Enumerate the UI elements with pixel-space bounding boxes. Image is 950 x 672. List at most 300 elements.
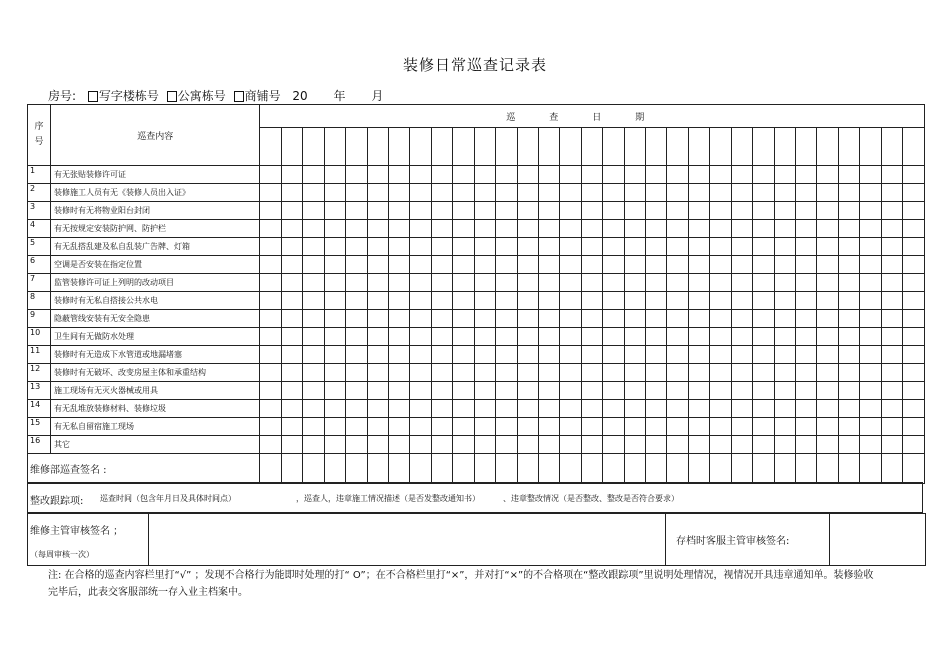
date-header-cell[interactable]: [560, 128, 581, 166]
date-header-cell[interactable]: [496, 128, 517, 166]
check-cell[interactable]: [624, 382, 645, 400]
check-cell[interactable]: [624, 184, 645, 202]
date-header-cell[interactable]: [903, 128, 925, 166]
check-cell[interactable]: [624, 400, 645, 418]
check-cell[interactable]: [838, 364, 859, 382]
check-cell[interactable]: [817, 292, 838, 310]
check-cell[interactable]: [710, 436, 731, 454]
check-cell[interactable]: [581, 238, 602, 256]
check-cell[interactable]: [538, 256, 559, 274]
check-cell[interactable]: [903, 346, 925, 364]
check-cell[interactable]: [346, 328, 367, 346]
check-cell[interactable]: [581, 382, 602, 400]
check-cell[interactable]: [410, 310, 431, 328]
check-cell[interactable]: [388, 436, 409, 454]
check-cell[interactable]: [688, 202, 709, 220]
check-cell[interactable]: [667, 310, 688, 328]
check-cell[interactable]: [281, 328, 302, 346]
check-cell[interactable]: [303, 364, 324, 382]
check-cell[interactable]: [774, 436, 795, 454]
check-cell[interactable]: [667, 292, 688, 310]
check-cell[interactable]: [367, 166, 388, 184]
check-cell[interactable]: [496, 418, 517, 436]
date-header-cell[interactable]: [753, 128, 774, 166]
check-cell[interactable]: [688, 436, 709, 454]
check-cell[interactable]: [324, 400, 345, 418]
check-cell[interactable]: [624, 202, 645, 220]
check-cell[interactable]: [903, 400, 925, 418]
check-cell[interactable]: [581, 184, 602, 202]
check-cell[interactable]: [710, 184, 731, 202]
check-cell[interactable]: [731, 220, 752, 238]
date-header-cell[interactable]: [624, 128, 645, 166]
check-cell[interactable]: [753, 292, 774, 310]
signature-cell[interactable]: [603, 454, 624, 484]
check-cell[interactable]: [881, 220, 902, 238]
signature-cell[interactable]: [560, 454, 581, 484]
check-cell[interactable]: [367, 292, 388, 310]
check-cell[interactable]: [324, 364, 345, 382]
check-cell[interactable]: [688, 418, 709, 436]
check-cell[interactable]: [431, 220, 452, 238]
check-cell[interactable]: [453, 166, 474, 184]
check-cell[interactable]: [903, 220, 925, 238]
check-cell[interactable]: [731, 202, 752, 220]
check-cell[interactable]: [517, 202, 538, 220]
date-header-cell[interactable]: [603, 128, 624, 166]
date-header-cell[interactable]: [838, 128, 859, 166]
check-cell[interactable]: [667, 436, 688, 454]
check-cell[interactable]: [838, 418, 859, 436]
check-cell[interactable]: [860, 202, 881, 220]
check-cell[interactable]: [281, 382, 302, 400]
signature-cell[interactable]: [431, 454, 452, 484]
check-cell[interactable]: [688, 400, 709, 418]
check-cell[interactable]: [881, 292, 902, 310]
check-cell[interactable]: [667, 274, 688, 292]
check-cell[interactable]: [603, 400, 624, 418]
check-cell[interactable]: [774, 310, 795, 328]
check-cell[interactable]: [881, 346, 902, 364]
check-cell[interactable]: [688, 292, 709, 310]
check-cell[interactable]: [388, 328, 409, 346]
check-cell[interactable]: [260, 400, 281, 418]
check-cell[interactable]: [474, 292, 495, 310]
check-cell[interactable]: [860, 184, 881, 202]
check-cell[interactable]: [260, 364, 281, 382]
check-cell[interactable]: [496, 364, 517, 382]
check-cell[interactable]: [453, 328, 474, 346]
check-cell[interactable]: [860, 328, 881, 346]
check-cell[interactable]: [731, 364, 752, 382]
check-cell[interactable]: [324, 256, 345, 274]
check-cell[interactable]: [517, 310, 538, 328]
check-cell[interactable]: [281, 184, 302, 202]
check-cell[interactable]: [774, 166, 795, 184]
signature-cell[interactable]: [517, 454, 538, 484]
check-cell[interactable]: [517, 184, 538, 202]
check-cell[interactable]: [731, 328, 752, 346]
check-cell[interactable]: [496, 202, 517, 220]
check-cell[interactable]: [710, 202, 731, 220]
check-cell[interactable]: [838, 166, 859, 184]
check-cell[interactable]: [688, 274, 709, 292]
check-cell[interactable]: [560, 418, 581, 436]
check-cell[interactable]: [667, 166, 688, 184]
check-cell[interactable]: [881, 274, 902, 292]
check-cell[interactable]: [688, 310, 709, 328]
check-cell[interactable]: [496, 274, 517, 292]
check-cell[interactable]: [324, 418, 345, 436]
check-cell[interactable]: [860, 310, 881, 328]
check-cell[interactable]: [838, 184, 859, 202]
check-cell[interactable]: [710, 220, 731, 238]
check-cell[interactable]: [474, 382, 495, 400]
check-cell[interactable]: [281, 400, 302, 418]
date-header-cell[interactable]: [431, 128, 452, 166]
check-cell[interactable]: [474, 256, 495, 274]
check-cell[interactable]: [688, 364, 709, 382]
check-cell[interactable]: [753, 238, 774, 256]
check-cell[interactable]: [881, 364, 902, 382]
signature-cell[interactable]: [881, 454, 902, 484]
check-cell[interactable]: [431, 400, 452, 418]
check-cell[interactable]: [753, 400, 774, 418]
check-cell[interactable]: [903, 364, 925, 382]
check-cell[interactable]: [346, 166, 367, 184]
check-cell[interactable]: [795, 328, 816, 346]
signature-cell[interactable]: [688, 454, 709, 484]
check-cell[interactable]: [367, 364, 388, 382]
check-cell[interactable]: [303, 346, 324, 364]
check-cell[interactable]: [303, 382, 324, 400]
check-cell[interactable]: [281, 166, 302, 184]
check-cell[interactable]: [688, 238, 709, 256]
check-cell[interactable]: [731, 436, 752, 454]
check-cell[interactable]: [538, 328, 559, 346]
date-header-cell[interactable]: [303, 128, 324, 166]
date-header-cell[interactable]: [517, 128, 538, 166]
check-cell[interactable]: [538, 202, 559, 220]
check-cell[interactable]: [538, 238, 559, 256]
date-header-cell[interactable]: [774, 128, 795, 166]
check-cell[interactable]: [710, 346, 731, 364]
check-cell[interactable]: [260, 436, 281, 454]
check-cell[interactable]: [860, 274, 881, 292]
check-cell[interactable]: [838, 328, 859, 346]
check-cell[interactable]: [795, 418, 816, 436]
check-cell[interactable]: [517, 346, 538, 364]
check-cell[interactable]: [667, 382, 688, 400]
check-cell[interactable]: [474, 400, 495, 418]
check-cell[interactable]: [795, 436, 816, 454]
check-cell[interactable]: [581, 256, 602, 274]
check-cell[interactable]: [410, 328, 431, 346]
check-cell[interactable]: [303, 274, 324, 292]
check-cell[interactable]: [367, 274, 388, 292]
check-cell[interactable]: [710, 166, 731, 184]
check-cell[interactable]: [581, 166, 602, 184]
check-cell[interactable]: [774, 418, 795, 436]
check-cell[interactable]: [324, 166, 345, 184]
check-cell[interactable]: [667, 256, 688, 274]
check-cell[interactable]: [795, 220, 816, 238]
check-cell[interactable]: [581, 436, 602, 454]
check-cell[interactable]: [453, 184, 474, 202]
check-cell[interactable]: [517, 292, 538, 310]
check-cell[interactable]: [603, 256, 624, 274]
check-cell[interactable]: [795, 256, 816, 274]
check-cell[interactable]: [795, 382, 816, 400]
check-cell[interactable]: [496, 292, 517, 310]
check-cell[interactable]: [667, 328, 688, 346]
check-cell[interactable]: [517, 256, 538, 274]
check-cell[interactable]: [903, 256, 925, 274]
date-header-cell[interactable]: [731, 128, 752, 166]
check-cell[interactable]: [646, 310, 667, 328]
date-header-cell[interactable]: [688, 128, 709, 166]
check-cell[interactable]: [474, 184, 495, 202]
check-cell[interactable]: [517, 400, 538, 418]
check-cell[interactable]: [560, 382, 581, 400]
check-cell[interactable]: [303, 400, 324, 418]
check-cell[interactable]: [688, 382, 709, 400]
check-cell[interactable]: [710, 364, 731, 382]
check-cell[interactable]: [517, 436, 538, 454]
check-cell[interactable]: [410, 256, 431, 274]
check-cell[interactable]: [560, 256, 581, 274]
check-cell[interactable]: [903, 292, 925, 310]
date-header-cell[interactable]: [881, 128, 902, 166]
check-cell[interactable]: [281, 220, 302, 238]
check-cell[interactable]: [303, 202, 324, 220]
date-header-cell[interactable]: [817, 128, 838, 166]
signature-cell[interactable]: [346, 454, 367, 484]
check-cell[interactable]: [753, 202, 774, 220]
signature-cell[interactable]: [453, 454, 474, 484]
check-cell[interactable]: [795, 400, 816, 418]
check-cell[interactable]: [581, 292, 602, 310]
check-cell[interactable]: [753, 184, 774, 202]
check-cell[interactable]: [603, 202, 624, 220]
check-cell[interactable]: [838, 220, 859, 238]
check-cell[interactable]: [774, 292, 795, 310]
check-cell[interactable]: [346, 346, 367, 364]
check-cell[interactable]: [753, 382, 774, 400]
check-cell[interactable]: [303, 166, 324, 184]
signature-cell[interactable]: [753, 454, 774, 484]
check-cell[interactable]: [388, 346, 409, 364]
check-cell[interactable]: [624, 436, 645, 454]
check-cell[interactable]: [324, 382, 345, 400]
check-cell[interactable]: [903, 328, 925, 346]
check-cell[interactable]: [538, 310, 559, 328]
check-cell[interactable]: [453, 202, 474, 220]
check-cell[interactable]: [624, 292, 645, 310]
check-cell[interactable]: [667, 418, 688, 436]
check-cell[interactable]: [881, 256, 902, 274]
check-cell[interactable]: [774, 400, 795, 418]
check-cell[interactable]: [624, 274, 645, 292]
check-cell[interactable]: [346, 400, 367, 418]
check-cell[interactable]: [324, 292, 345, 310]
check-cell[interactable]: [496, 436, 517, 454]
check-cell[interactable]: [538, 184, 559, 202]
check-cell[interactable]: [560, 328, 581, 346]
check-cell[interactable]: [260, 256, 281, 274]
check-cell[interactable]: [603, 274, 624, 292]
check-cell[interactable]: [538, 364, 559, 382]
check-cell[interactable]: [881, 202, 902, 220]
check-cell[interactable]: [260, 184, 281, 202]
check-cell[interactable]: [774, 238, 795, 256]
check-cell[interactable]: [517, 418, 538, 436]
check-cell[interactable]: [753, 418, 774, 436]
check-cell[interactable]: [624, 310, 645, 328]
check-cell[interactable]: [817, 274, 838, 292]
check-cell[interactable]: [667, 346, 688, 364]
check-cell[interactable]: [410, 418, 431, 436]
check-cell[interactable]: [646, 292, 667, 310]
check-cell[interactable]: [560, 346, 581, 364]
check-cell[interactable]: [646, 202, 667, 220]
signature-cell[interactable]: [774, 454, 795, 484]
signature-cell[interactable]: [860, 454, 881, 484]
check-cell[interactable]: [560, 238, 581, 256]
check-cell[interactable]: [560, 436, 581, 454]
check-cell[interactable]: [731, 256, 752, 274]
check-cell[interactable]: [838, 310, 859, 328]
check-cell[interactable]: [474, 238, 495, 256]
date-header-cell[interactable]: [710, 128, 731, 166]
signature-cell[interactable]: [581, 454, 602, 484]
check-cell[interactable]: [731, 382, 752, 400]
check-cell[interactable]: [817, 382, 838, 400]
check-cell[interactable]: [688, 166, 709, 184]
check-cell[interactable]: [646, 382, 667, 400]
check-cell[interactable]: [795, 202, 816, 220]
check-cell[interactable]: [710, 274, 731, 292]
check-cell[interactable]: [753, 166, 774, 184]
check-cell[interactable]: [474, 328, 495, 346]
check-cell[interactable]: [538, 346, 559, 364]
check-cell[interactable]: [474, 364, 495, 382]
check-cell[interactable]: [838, 256, 859, 274]
date-header-cell[interactable]: [453, 128, 474, 166]
check-cell[interactable]: [367, 202, 388, 220]
check-cell[interactable]: [517, 274, 538, 292]
check-cell[interactable]: [346, 364, 367, 382]
check-cell[interactable]: [817, 202, 838, 220]
check-cell[interactable]: [538, 418, 559, 436]
check-cell[interactable]: [410, 292, 431, 310]
signature-cell[interactable]: [646, 454, 667, 484]
check-cell[interactable]: [281, 238, 302, 256]
signature-cell[interactable]: [838, 454, 859, 484]
check-cell[interactable]: [881, 238, 902, 256]
check-cell[interactable]: [603, 346, 624, 364]
check-cell[interactable]: [860, 256, 881, 274]
check-cell[interactable]: [367, 220, 388, 238]
check-cell[interactable]: [646, 166, 667, 184]
check-cell[interactable]: [603, 220, 624, 238]
check-cell[interactable]: [410, 436, 431, 454]
signature-cell[interactable]: [324, 454, 345, 484]
check-cell[interactable]: [538, 436, 559, 454]
check-cell[interactable]: [581, 364, 602, 382]
check-cell[interactable]: [281, 202, 302, 220]
check-cell[interactable]: [496, 238, 517, 256]
check-cell[interactable]: [346, 292, 367, 310]
check-cell[interactable]: [710, 310, 731, 328]
check-cell[interactable]: [624, 238, 645, 256]
check-cell[interactable]: [903, 166, 925, 184]
check-cell[interactable]: [538, 382, 559, 400]
check-cell[interactable]: [517, 382, 538, 400]
check-cell[interactable]: [560, 310, 581, 328]
date-header-cell[interactable]: [795, 128, 816, 166]
check-cell[interactable]: [817, 310, 838, 328]
check-cell[interactable]: [731, 418, 752, 436]
check-cell[interactable]: [731, 274, 752, 292]
check-cell[interactable]: [838, 292, 859, 310]
check-cell[interactable]: [774, 382, 795, 400]
check-cell[interactable]: [388, 220, 409, 238]
check-cell[interactable]: [860, 382, 881, 400]
check-cell[interactable]: [431, 238, 452, 256]
check-cell[interactable]: [281, 436, 302, 454]
check-cell[interactable]: [838, 346, 859, 364]
check-cell[interactable]: [838, 274, 859, 292]
check-cell[interactable]: [753, 220, 774, 238]
check-cell[interactable]: [860, 238, 881, 256]
check-cell[interactable]: [346, 238, 367, 256]
checkbox-shop[interactable]: [234, 89, 245, 103]
signature-cell[interactable]: [474, 454, 495, 484]
check-cell[interactable]: [560, 364, 581, 382]
check-cell[interactable]: [903, 418, 925, 436]
check-cell[interactable]: [860, 400, 881, 418]
check-cell[interactable]: [903, 184, 925, 202]
check-cell[interactable]: [667, 364, 688, 382]
check-cell[interactable]: [817, 328, 838, 346]
check-cell[interactable]: [367, 328, 388, 346]
check-cell[interactable]: [881, 436, 902, 454]
check-cell[interactable]: [860, 346, 881, 364]
check-cell[interactable]: [753, 274, 774, 292]
check-cell[interactable]: [774, 256, 795, 274]
check-cell[interactable]: [517, 220, 538, 238]
check-cell[interactable]: [496, 400, 517, 418]
check-cell[interactable]: [817, 418, 838, 436]
check-cell[interactable]: [346, 274, 367, 292]
check-cell[interactable]: [731, 346, 752, 364]
check-cell[interactable]: [453, 238, 474, 256]
manager-signature-field[interactable]: [149, 514, 666, 566]
check-cell[interactable]: [817, 436, 838, 454]
check-cell[interactable]: [367, 256, 388, 274]
signature-cell[interactable]: [624, 454, 645, 484]
check-cell[interactable]: [303, 310, 324, 328]
check-cell[interactable]: [817, 184, 838, 202]
checkbox-apartment[interactable]: [167, 89, 178, 103]
signature-cell[interactable]: [538, 454, 559, 484]
check-cell[interactable]: [603, 328, 624, 346]
check-cell[interactable]: [795, 274, 816, 292]
check-cell[interactable]: [881, 418, 902, 436]
check-cell[interactable]: [281, 292, 302, 310]
check-cell[interactable]: [667, 220, 688, 238]
